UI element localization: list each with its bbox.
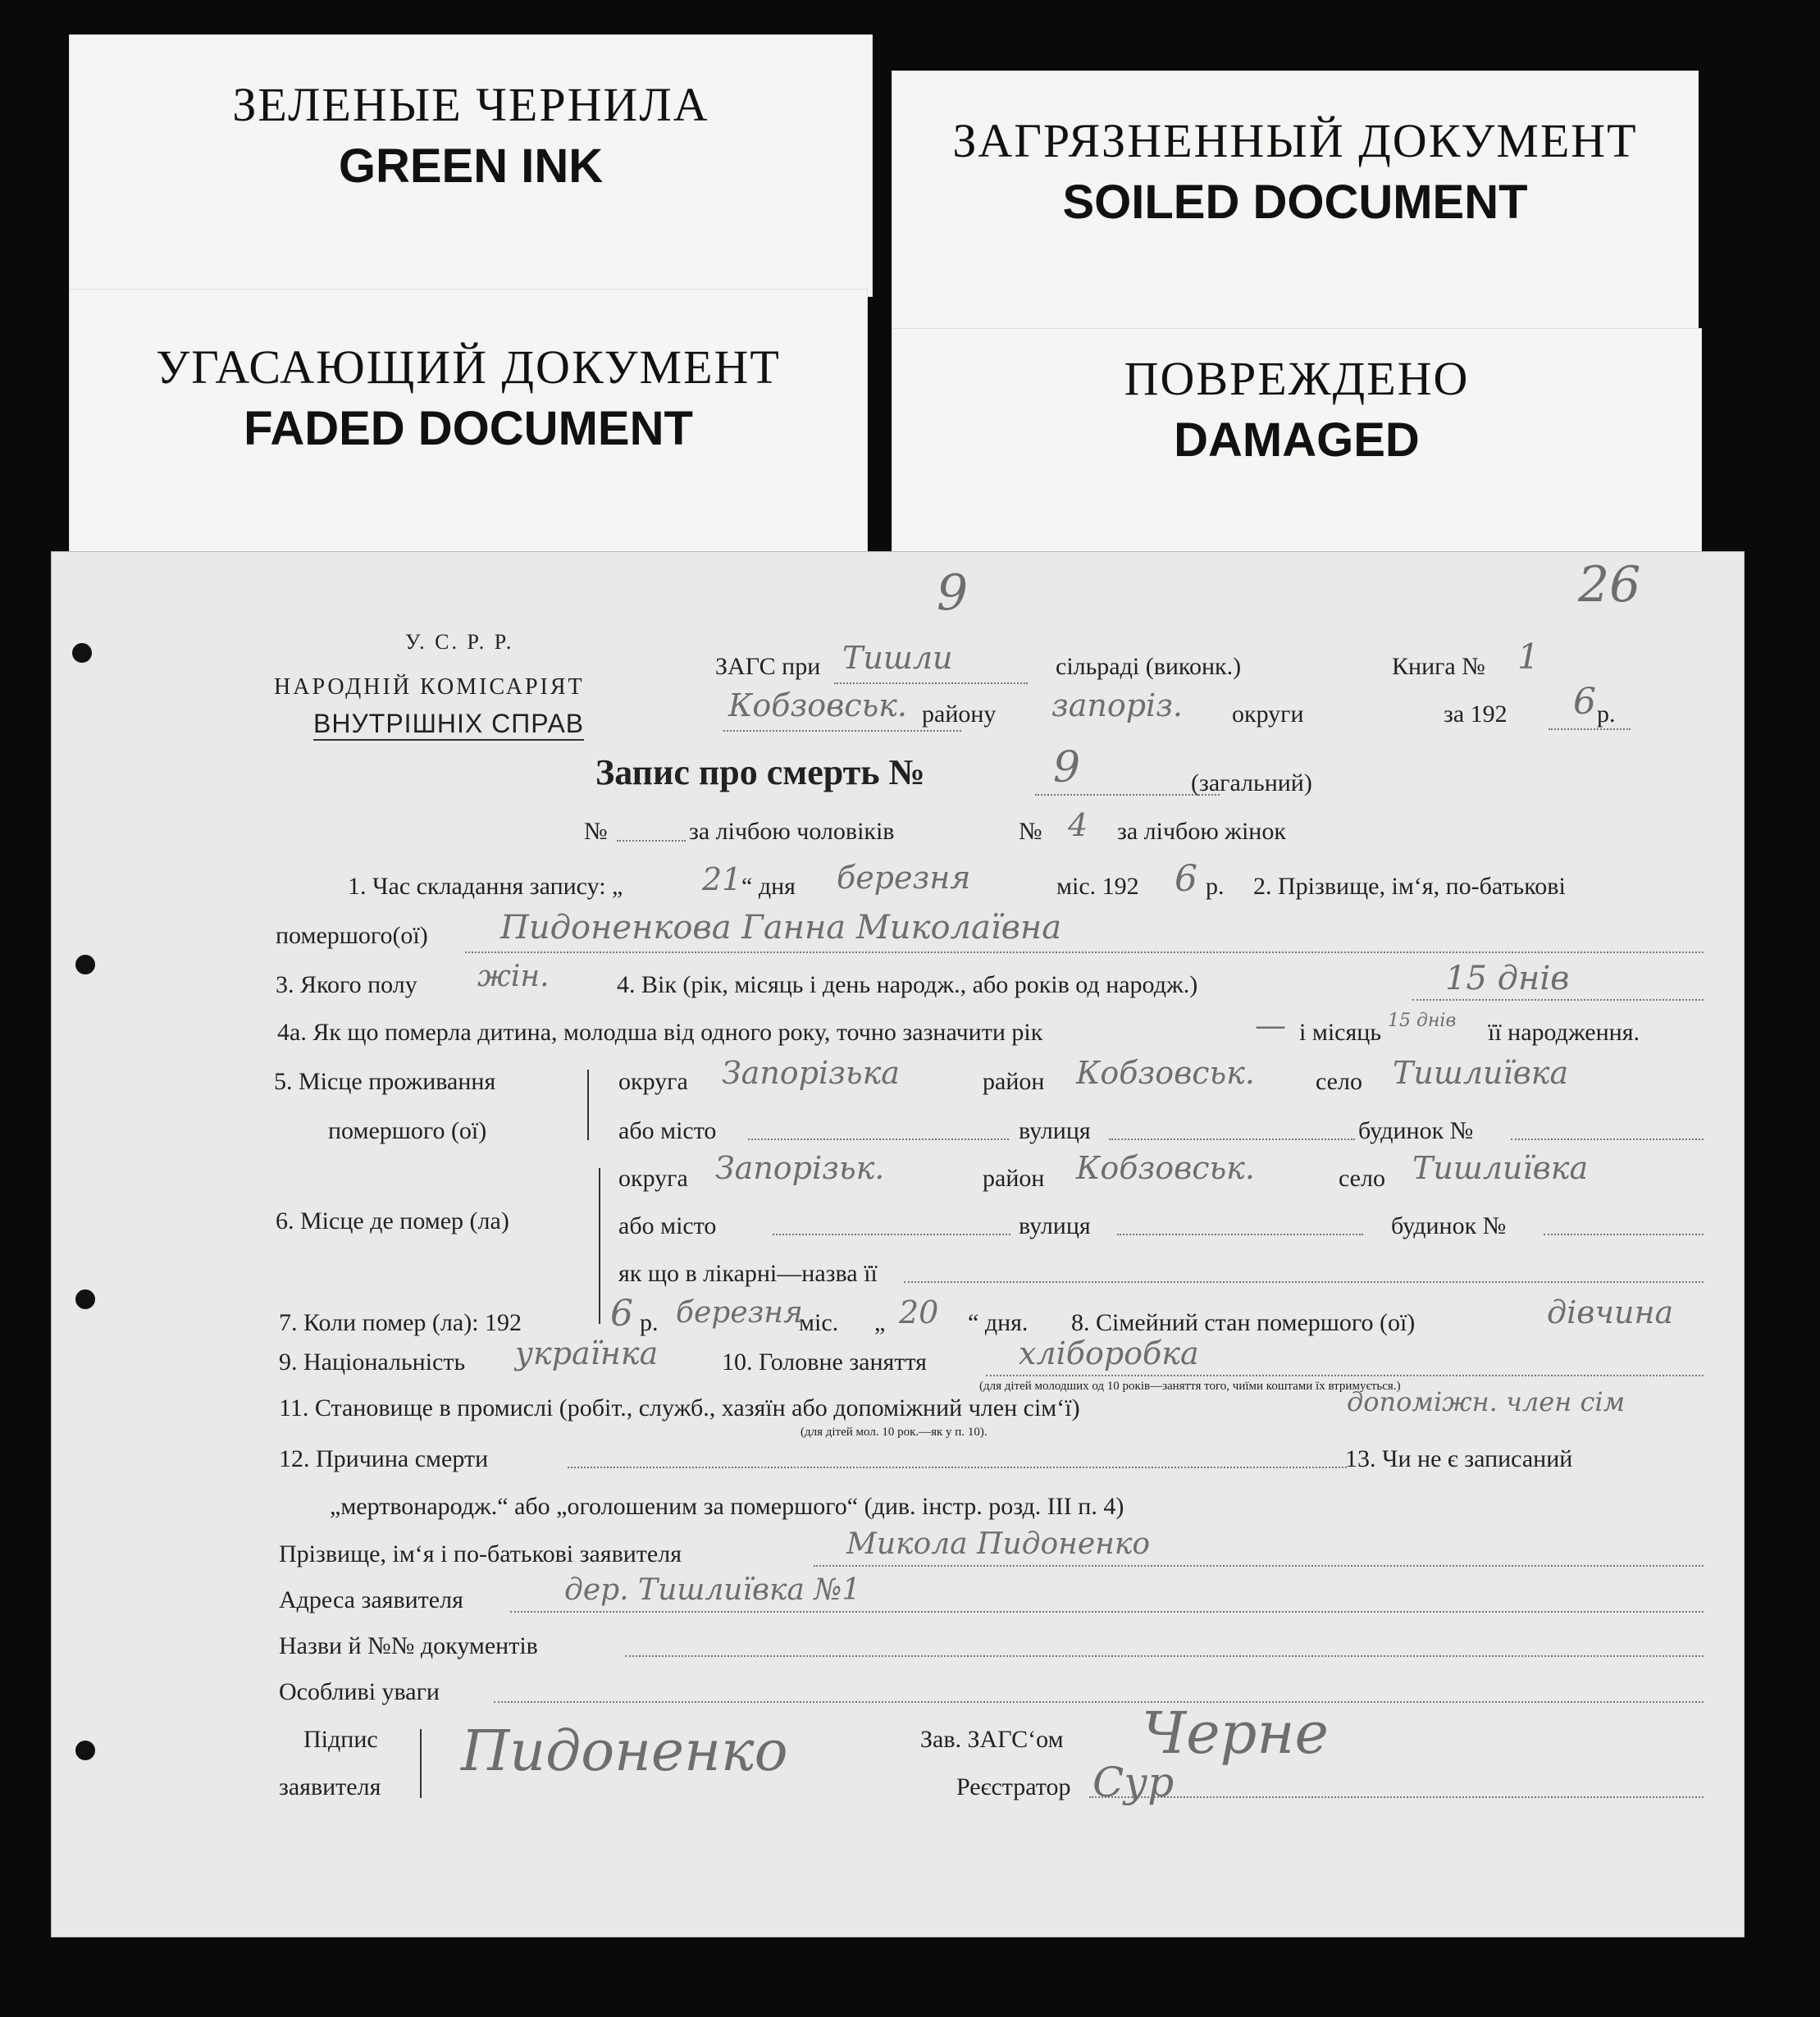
punch-hole xyxy=(75,955,95,974)
field-1-month: березня xyxy=(837,860,971,896)
field-6-rayon-label: район xyxy=(983,1165,1045,1192)
green-ink-label-ru: ЗЕЛЕНЫЕ ЧЕРНИЛА xyxy=(232,78,709,131)
men-count-no: № xyxy=(584,818,608,845)
field-2-label: 2. Прізвище, ім‘я, по-батькові xyxy=(1253,873,1566,900)
field-6-misto-line xyxy=(773,1234,1010,1235)
field-1-day: 21 xyxy=(702,861,742,897)
applicant-address-label: Адреса заявителя xyxy=(279,1586,463,1613)
registrar-label: Реєстратор xyxy=(956,1773,1071,1800)
field-1-year-suffix: р. xyxy=(1206,873,1225,900)
field-1-day-suffix: “ дня xyxy=(741,873,796,900)
zags-line xyxy=(834,682,1028,684)
field-7-r: р. xyxy=(640,1309,659,1336)
notes-label: Особливі уваги xyxy=(279,1678,440,1705)
field-13-label-line2: „мертвонародж.“ або „оголошеним за помершого“ (див. інстр. розд. III п. 4) xyxy=(330,1493,1124,1520)
field-12-line xyxy=(568,1467,1347,1468)
notes-line xyxy=(494,1701,1704,1703)
green-ink-label-card xyxy=(69,34,873,297)
soiled-label-ru: ЗАГРЯЗНЕННЫЙ ДОКУМЕНТ xyxy=(952,114,1638,167)
field-6-label: 6. Місце де помер (ла) xyxy=(276,1207,509,1234)
zags-label: ЗАГС при xyxy=(715,653,821,680)
record-title-suffix: (загальний) xyxy=(1191,769,1312,796)
field-2-value: Пидоненкова Ганна Миколаївна xyxy=(500,909,1062,947)
faded-label-en: FADED DOCUMENT xyxy=(244,402,693,455)
zags-value: Тишли xyxy=(842,640,953,676)
field-3-value: жін. xyxy=(477,960,550,993)
field-5-okrug-label: округа xyxy=(618,1068,688,1095)
signature-label: Підпис xyxy=(303,1726,378,1753)
men-count-line xyxy=(617,840,686,842)
year-suffix: р. xyxy=(1597,700,1616,728)
women-count-no: № xyxy=(1019,818,1042,845)
field-13-label: 13. Чи не є записаний xyxy=(1345,1445,1573,1472)
field-5-okrug-value: Запорізька xyxy=(722,1055,900,1091)
handwritten-sheet-number: 26 xyxy=(1578,556,1641,614)
registrar-signature: Сур xyxy=(1092,1759,1175,1806)
punch-hole xyxy=(75,1289,95,1309)
men-count-label: за лічбою чоловіків xyxy=(689,818,895,845)
field-9-value: українка xyxy=(515,1335,659,1371)
field-7-day-suffix: “ дня. xyxy=(968,1309,1029,1336)
field-11-label: 11. Становище в промислі (робіт., служб., хазяїн або допоміжний член сім‘ї) xyxy=(279,1394,1080,1421)
field-5-label-line2: помершого (ої) xyxy=(328,1117,487,1144)
field-5-budynok-line xyxy=(1511,1139,1704,1140)
okrug-value: запоріз. xyxy=(1051,687,1184,723)
applicant-address-value: дер. Тишлиївка №1 xyxy=(564,1573,861,1607)
department-heading: ВНУТРІШНІХ СПРАВ xyxy=(313,709,584,741)
green-ink-label-en: GREEN INK xyxy=(338,139,604,193)
book-value: 1 xyxy=(1517,637,1539,677)
documents-label: Назви й №№ документів xyxy=(279,1632,538,1659)
applicant-signature: Пидоненко xyxy=(461,1719,788,1784)
field-7-mis: міс. xyxy=(799,1309,839,1336)
year-prefix: за 192 xyxy=(1444,700,1508,728)
okrug-label: округи xyxy=(1232,700,1304,728)
field-6-budynok: будинок № xyxy=(1391,1212,1507,1239)
commissariat-heading: НАРОДНІЙ КОМІСАРІЯТ xyxy=(274,674,585,700)
rayon-line xyxy=(723,730,961,732)
field-10-line xyxy=(986,1375,1704,1376)
field-5-rayon-label: район xyxy=(983,1068,1045,1095)
women-count-label: за лічбою жінок xyxy=(1117,818,1286,845)
field-6-hospital-label: як що в лікарні—назва її xyxy=(618,1260,878,1287)
field-6-budynok-line xyxy=(1544,1234,1704,1235)
field-5-abo-misto: або місто xyxy=(618,1117,717,1144)
field-6-okrug-value: Запорізьк. xyxy=(715,1150,885,1186)
field-10-note: (для дітей молодших од 10 років—заняття того, чиїми коштами їх втримується.) xyxy=(979,1380,1401,1393)
damaged-label-card xyxy=(892,328,1702,566)
field-11-note: (для дітей мол. 10 рок.—як у п. 10). xyxy=(801,1426,988,1439)
field-6-rayon-value: Кобзовськ. xyxy=(1076,1150,1255,1186)
field-4-label: 4. Вік (рік, місяць і день народж., або років од народж.) xyxy=(617,971,1198,998)
field-10-label: 10. Головне заняття xyxy=(722,1348,927,1376)
punch-hole xyxy=(75,1741,95,1760)
field-5-vulytsia-line xyxy=(1109,1139,1355,1140)
field-4-value: 15 днів xyxy=(1445,960,1570,997)
women-count-value: 4 xyxy=(1068,807,1088,843)
field-5-vulytsia: вулиця xyxy=(1019,1117,1091,1144)
field-4a-year: — xyxy=(1255,1007,1286,1043)
field-5-selo-value: Тишлиївка xyxy=(1393,1055,1569,1091)
book-label: Книга № xyxy=(1392,653,1485,680)
field-7-day-prefix: „ xyxy=(874,1309,886,1336)
field-5-rayon-value: Кобзовськ. xyxy=(1076,1055,1255,1091)
zags-head-signature: Черне xyxy=(1142,1700,1329,1767)
rayon-value: Кобзовськ. xyxy=(728,687,907,723)
field-6-vulytsia: вулиця xyxy=(1019,1212,1091,1239)
applicant-name-value: Микола Пидоненко xyxy=(846,1527,1151,1561)
field-5-budynok: будинок № xyxy=(1358,1117,1474,1144)
applicant-name-line xyxy=(814,1565,1704,1567)
faded-document-label-card xyxy=(69,289,868,559)
ussr-heading: У. С. Р. Р. xyxy=(405,630,514,654)
death-record-form xyxy=(51,551,1745,1937)
field-5-misto-line xyxy=(748,1139,1009,1140)
field-6-brace xyxy=(599,1168,600,1324)
field-4a-month: 15 днів xyxy=(1388,1011,1457,1031)
field-11-value: допоміжн. член сім xyxy=(1347,1386,1626,1417)
field-4a-month-label: і місяць xyxy=(1299,1019,1382,1046)
record-number: 9 xyxy=(1053,743,1081,792)
field-1-year-value: 6 xyxy=(1175,858,1197,900)
handwritten-page-number: 9 xyxy=(937,564,969,622)
year-value: 6 xyxy=(1573,681,1596,723)
field-5-brace xyxy=(587,1070,589,1140)
field-2-label-line2: помершого(ої) xyxy=(276,922,428,949)
field-5-label: 5. Місце проживання xyxy=(274,1068,496,1095)
field-6-okrug-label: округа xyxy=(618,1165,688,1192)
field-7-month: березня xyxy=(676,1296,803,1330)
field-4-line xyxy=(1412,999,1704,1001)
signature-brace xyxy=(420,1729,422,1798)
field-5-selo-label: село xyxy=(1316,1068,1362,1095)
damaged-label-ru: ПОВРЕЖДЕНО xyxy=(1124,352,1470,405)
damaged-label-en: DAMAGED xyxy=(1174,413,1420,467)
applicant-address-line xyxy=(510,1611,1704,1613)
field-7-label: 7. Коли помер (ла): 192 xyxy=(279,1309,522,1336)
field-7-day: 20 xyxy=(899,1294,939,1330)
registrar-line xyxy=(1089,1796,1704,1798)
field-1-label: 1. Час складання запису: „ xyxy=(348,873,623,900)
field-6-selo-value: Тишлиївка xyxy=(1412,1150,1589,1186)
soiled-document-label-card xyxy=(892,71,1699,333)
field-1-year-label: міс. 192 xyxy=(1056,873,1139,900)
field-7-year: 6 xyxy=(610,1293,633,1335)
field-8-value: дівчина xyxy=(1547,1294,1674,1330)
applicant-name-label: Прізвище, ім‘я і по-батькові заявителя xyxy=(279,1540,682,1568)
field-4a-suffix: її народження. xyxy=(1488,1019,1640,1046)
field-4a-label: 4а. Як що померла дитина, молодша від одного року, точно зазначити рік xyxy=(277,1019,1043,1046)
year-line xyxy=(1549,728,1631,730)
zags-suffix: сільраді (виконк.) xyxy=(1056,653,1242,680)
field-9-label: 9. Національність xyxy=(279,1348,466,1376)
field-8-label: 8. Сімейний стан помершого (ої) xyxy=(1071,1309,1416,1336)
faded-label-ru: УГАСАЮЩИЙ ДОКУМЕНТ xyxy=(156,340,781,394)
record-title: Запис про смерть № xyxy=(595,752,925,792)
field-12-label: 12. Причина смерти xyxy=(279,1445,489,1472)
field-3-label: 3. Якого полу xyxy=(276,971,417,998)
documents-line xyxy=(625,1655,1704,1657)
punch-hole xyxy=(72,643,92,663)
signature-label-line2: заявителя xyxy=(279,1773,381,1800)
zags-head-label: Зав. ЗАГС‘ом xyxy=(920,1726,1064,1753)
rayon-label: району xyxy=(922,700,997,728)
field-6-vulytsia-line xyxy=(1117,1234,1363,1235)
field-6-hospital-line xyxy=(904,1281,1704,1283)
field-10-value: хліборобка xyxy=(1019,1335,1199,1371)
field-6-abo-misto: або місто xyxy=(618,1212,717,1239)
field-6-selo-label: село xyxy=(1339,1165,1385,1192)
soiled-label-en: SOILED DOCUMENT xyxy=(1062,176,1528,229)
field-2-line xyxy=(465,951,1704,953)
